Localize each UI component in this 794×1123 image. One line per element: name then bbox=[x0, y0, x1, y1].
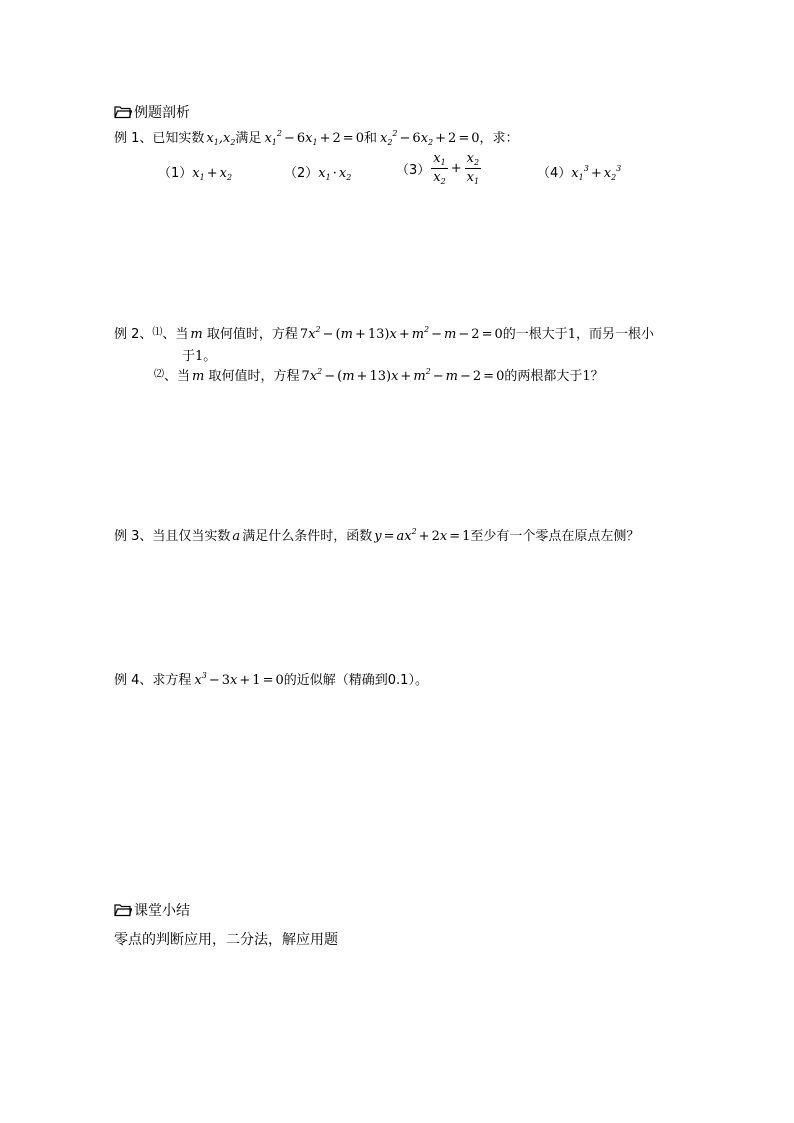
folder-icon bbox=[114, 105, 132, 119]
math-eq2: $x_2^2 - 6x_2 + 2 = 0$ bbox=[379, 129, 480, 147]
math-eq1: $x_1^2 - 6x_1 + 2 = 0$ bbox=[264, 129, 364, 147]
example-3-label: 例 3、 bbox=[114, 529, 153, 544]
example-4-statement: 例 4、求方程 $x^3 - 3x + 1 = 0$的近似解（精确到0.1）。 bbox=[114, 671, 428, 688]
example-2-part-1: 例 2、⑴、当 m 取何值时，方程 $7x^2 - (m + 13)x + m^2 - m - 2 = 0$的一根大于1，而另一根小 bbox=[114, 325, 655, 342]
example-2-label: 例 2、 bbox=[114, 327, 153, 342]
examples-section-title: 例题剖析 bbox=[134, 105, 190, 121]
folder-icon bbox=[114, 903, 132, 917]
example-1-label: 例 1、 bbox=[114, 131, 153, 146]
example-3-statement: 例 3、当且仅当实数 a 满足什么条件时，函数 $y = ax^2 + 2x = 1$至少有一个零点在原点左侧？ bbox=[114, 527, 640, 544]
example-2-part-1-continued: 于1。 bbox=[182, 349, 217, 364]
math-x1-x2: $x_1,x_2$ bbox=[206, 131, 236, 147]
summary-text: 零点的判断应用，二分法，解应用题 bbox=[114, 932, 338, 948]
fraction-x2-over-x1: $\frac{x_2}{x_1}$ bbox=[466, 151, 480, 186]
examples-section-heading bbox=[114, 102, 190, 122]
summary-section-heading bbox=[114, 900, 190, 920]
math-quadratic-2: $7x^2 - (m + 13)x + m^2 - m - 2 = 0$ bbox=[301, 367, 505, 384]
example-1-item-1: $(1)x_1 + x_2$ bbox=[158, 166, 233, 182]
math-cubic: $x^3 - 3x + 1 = 0$ bbox=[194, 671, 284, 688]
math-quadratic-1: $7x^2 - (m + 13)x + m^2 - m - 2 = 0$ bbox=[299, 325, 503, 342]
example-2-part-2: ⑵、当 m 取何值时，方程 $7x^2 - (m + 13)x + m^2 - m - 2 = 0$的两根都大于1？ bbox=[154, 367, 604, 384]
example-4-label: 例 4、 bbox=[114, 673, 153, 688]
example-1-statement: 例 1、已知实数 $x_1,x_2$满足 $x_1^2 - 6x_1 + 2 = 0$和 $x_2^2 - 6x_2 + 2 = 0$，求： bbox=[114, 129, 519, 147]
example-1-item-2: $(2)x_1 \cdot x_2$ bbox=[284, 166, 352, 182]
summary-section-title: 课堂小结 bbox=[134, 903, 190, 919]
example-1-item-3: （3） $\frac{x_1}{x_2}$ + $\frac{x_2}{x_1}$ bbox=[396, 151, 480, 186]
fraction-x1-over-x2: $\frac{x_1}{x_2}$ bbox=[433, 151, 446, 186]
example-1-item-4: $(4)x_1^3 + x_2^3$ bbox=[537, 164, 622, 182]
math-function: $y = ax^2 + 2x = 1$ bbox=[374, 527, 471, 544]
